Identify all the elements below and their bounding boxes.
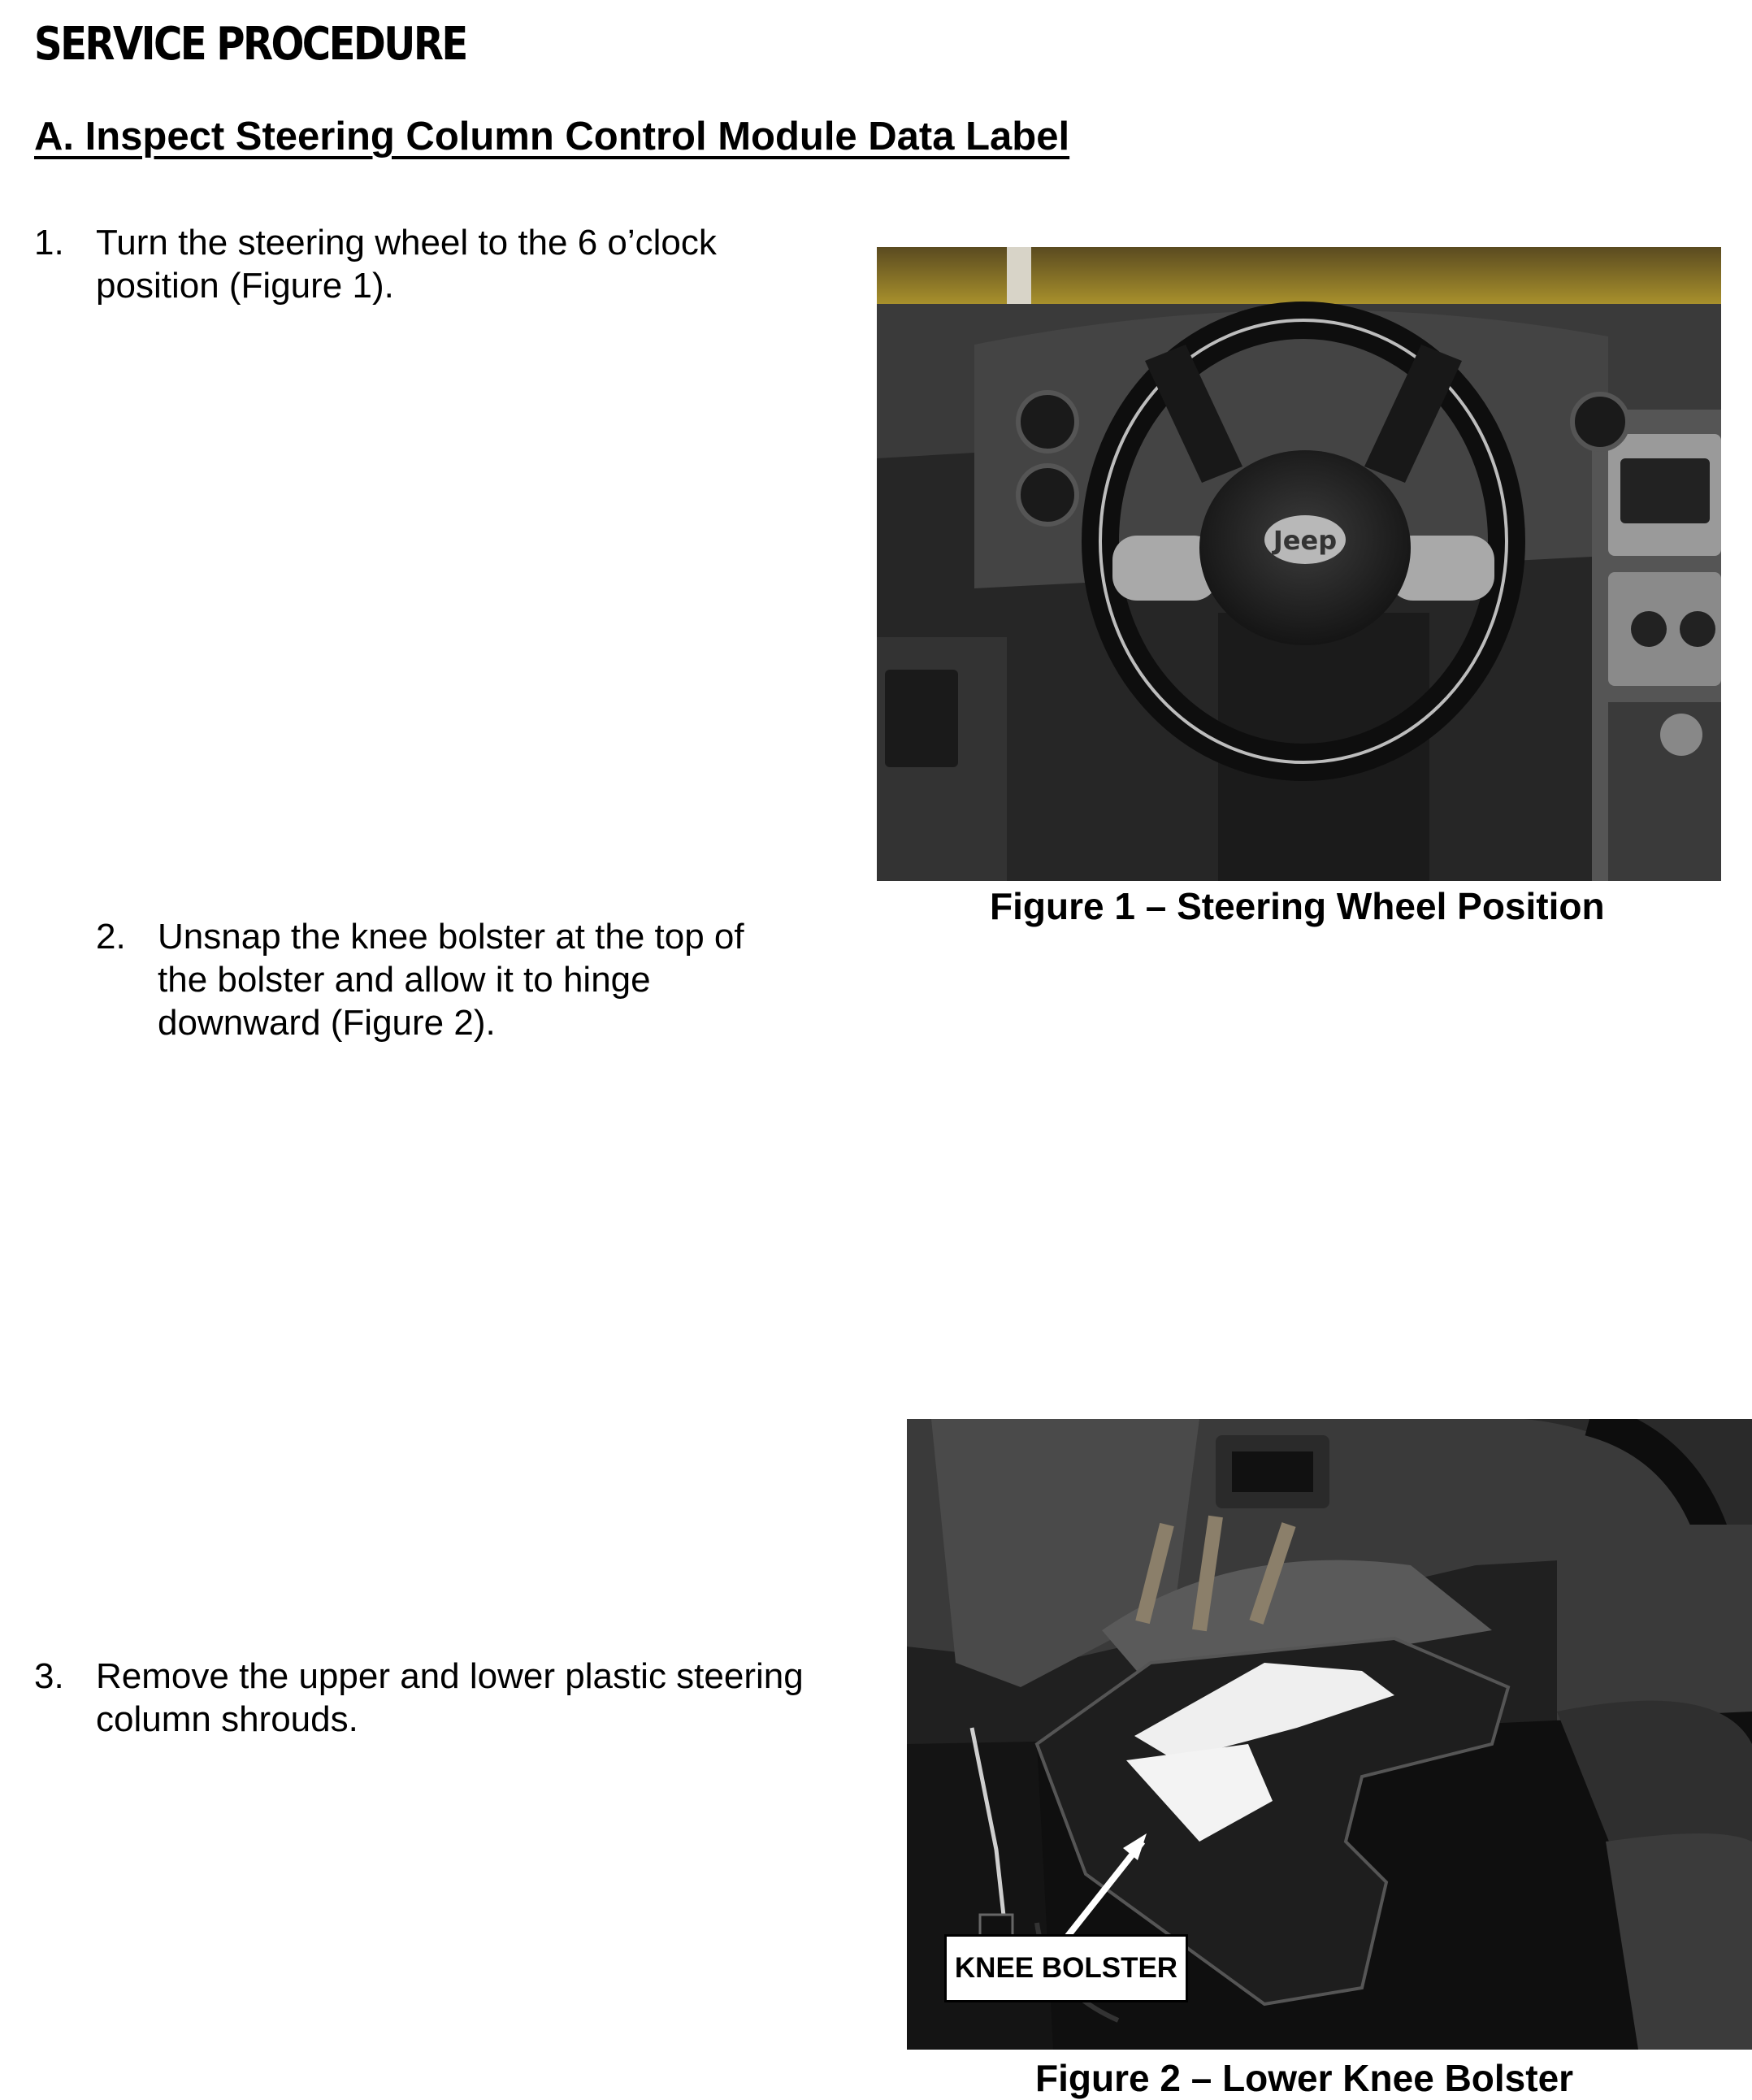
page-title: SERVICE PROCEDURE [34,18,466,71]
figure-1-jeep-badge: Jeep [1273,525,1338,556]
knee-bolster-callout: KNEE BOLSTER [944,1934,1188,2002]
step-text: Unsnap the knee bolster at the top of the bolster and allow it to hinge downward (Figure 2). [158,917,744,1043]
step-number: 1. [34,223,64,262]
figure-2-caption: Figure 2 – Lower Knee Bolster [1035,2057,1574,2099]
step-number: 2. [96,917,126,957]
step-number: 3. [34,1656,64,1696]
figure-1-caption: Figure 1 – Steering Wheel Position [990,885,1605,927]
figure-1-photo [877,247,1721,881]
section-heading: A. Inspect Steering Column Control Module Data Label [34,115,1070,158]
figure-2-photo [907,1419,1752,2050]
step-text: Remove the upper and lower plastic steering column shrouds. [96,1656,804,1739]
steering-wheel-illustration [877,247,1721,881]
step-text: Turn the steering wheel to the 6 o’clock position (Figure 1). [96,223,717,306]
